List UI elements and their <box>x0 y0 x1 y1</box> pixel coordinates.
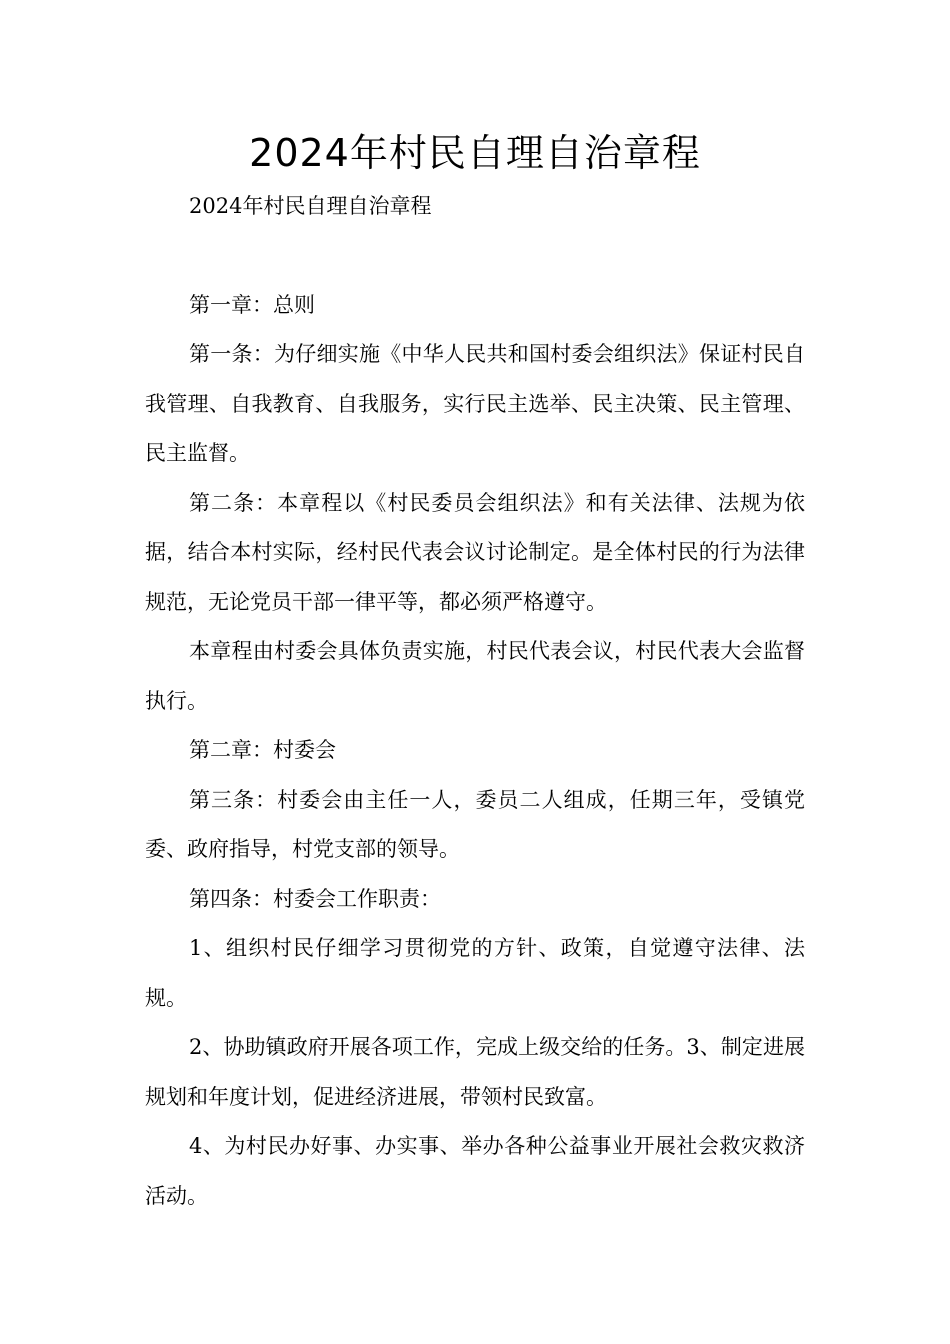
chapter-heading: 第二章：村委会 <box>189 738 336 762</box>
article-paragraph: 第四条：村委会工作职责： <box>189 886 441 911</box>
subtitle-paragraph: 2024年村民自理自治章程 <box>189 194 432 218</box>
list-item: 4、为村民办好事、办实事、举办各种公益事业开展社会救灾救济活动。 <box>145 1134 805 1208</box>
document-body <box>145 182 805 1221</box>
article-paragraph: 第三条：村委会由主任一人，委员二人组成，任期三年，受镇党委、政府指导，村党支部的领导。 <box>145 787 805 861</box>
list-item: 1、组织村民仔细学习贯彻党的方针、政策，自觉遵守法律、法规。 <box>145 936 805 1010</box>
article-paragraph: 第一条：为仔细实施《中华人民共和国村委会组织法》保证村民自我管理、自我教育、自我服务，实行民主选举、民主决策、民主管理、民主监督。 <box>145 342 805 465</box>
chapter-heading: 第一章：总则 <box>189 292 315 317</box>
document-title: 2024年村民自理自治章程 <box>249 131 701 175</box>
article-paragraph: 第二条：本章程以《村民委员会组织法》和有关法律、法规为依据，结合本村实际，经村民代表会议讨论制定。是全体村民的行为法律规范，无论党员干部一律平等，都必须严格遵守。 <box>145 490 805 614</box>
list-item: 2、协助镇政府开展各项工作，完成上级交给的任务。3、制定进展规划和年度计划，促进经济进展，带领村民致富。 <box>145 1035 805 1109</box>
body-paragraph: 本章程由村委会具体负责实施，村民代表会议，村民代表大会监督执行。 <box>145 639 805 713</box>
